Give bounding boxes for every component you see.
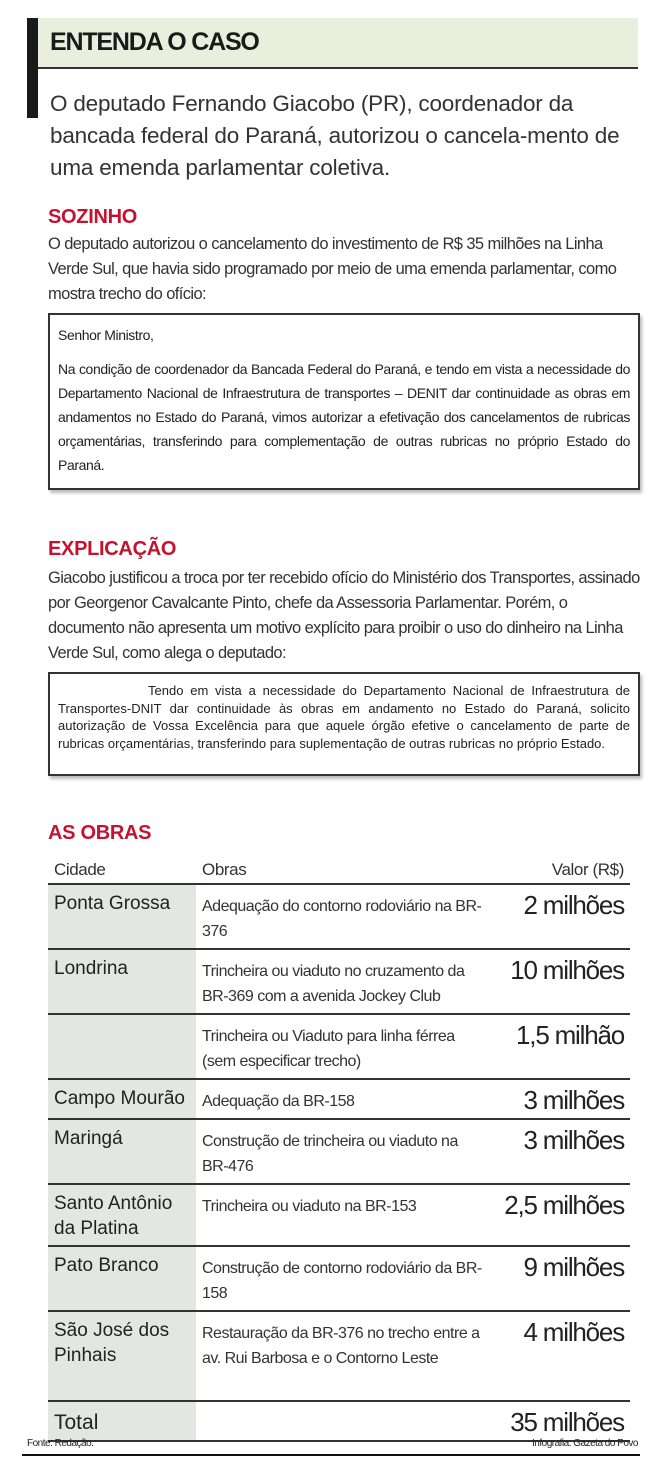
- obra-cell: Adequação do contorno rodoviário na BR-376: [196, 884, 490, 949]
- obras-table: [48, 856, 630, 1442]
- valor-cell: 2,5 milhões: [490, 1184, 630, 1246]
- city-cell: Maringá: [48, 1119, 196, 1184]
- obra-cell: Trincheira ou viaduto na BR-153: [196, 1184, 490, 1246]
- city-cell: Campo Mourão: [48, 1079, 196, 1119]
- obra-cell: Construção de trincheira ou viaduto na BR-476: [196, 1119, 490, 1184]
- valor-cell: 3 milhões: [490, 1119, 630, 1184]
- sozinho-text: O deputado autorizou o cancelamento do investimento de R$ 35 milhões na Linha Verde Sul, que havia sido programado por meio de uma emenda parlamentar, como mostra trecho do ofício:: [48, 235, 617, 303]
- obra-cell: Trincheira ou viaduto no cruzamento da BR-369 com a avenida Jockey Club: [196, 949, 490, 1014]
- valor-cell: 3 milhões: [490, 1079, 630, 1119]
- credit-note: Infografia: Gazeta do Povo: [532, 1438, 638, 1449]
- col-header-cidade: Cidade: [48, 856, 196, 884]
- table-row: [48, 1119, 630, 1184]
- obra-cell: Trincheira ou Viaduto para linha férrea (sem especificar trecho): [196, 1014, 490, 1079]
- doc-text: Tendo em vista a necessidade do Departamento Nacional de Infraestrutura de Transportes-DNIT dar continuidade às obras em andamento no Estado do Paraná, solicito autorização de Vossa Excelência para que aquele órgão efetive o cancelamento de parte de rubricas orçamentárias, transferindo para suplementação de outras rubricas no próprio Estado.: [58, 683, 630, 751]
- obra-cell: Restauração da BR-376 no trecho entre a av. Rui Barbosa e o Contorno Leste: [196, 1311, 490, 1401]
- section-title-sozinho: SOZINHO: [48, 206, 138, 228]
- header-band: [38, 18, 638, 69]
- valor-cell: 1,5 milhão: [490, 1014, 630, 1079]
- accent-bar: [27, 18, 38, 118]
- total-value: 35 milhões: [490, 1401, 630, 1441]
- col-header-valor: Valor (R$): [490, 856, 630, 884]
- document-excerpt-ministerio: [48, 672, 640, 776]
- intro-text: O deputado Fernando Giacobo (PR), coordenador da bancada federal do Paraná, autorizou o cancela-mento de uma emenda parlamentar coletiva.: [50, 91, 620, 180]
- table-row: [48, 1184, 630, 1246]
- doc-salutation: Senhor Ministro,: [58, 327, 154, 343]
- explicacao-text: Giacobo justificou a troca por ter recebido ofício do Ministério dos Transportes, assinado por Georgenor Cavalcante Pinto, chefe da Assessoria Parlamentar. Porém, o documento não apresenta um motivo explícito para proibir o uso do dinheiro na Linha Verde Sul, como alega o deputado:: [48, 569, 640, 662]
- obra-cell: Adequação da BR-158: [196, 1079, 490, 1119]
- valor-cell: 10 milhões: [490, 949, 630, 1014]
- table-row: [48, 1311, 630, 1401]
- table-row: [48, 884, 630, 949]
- section-title-explicacao: EXPLICAÇÃO: [48, 538, 177, 560]
- total-row: [48, 1401, 630, 1441]
- table-row: [48, 949, 630, 1014]
- total-label: Total: [48, 1401, 196, 1441]
- valor-cell: 9 milhões: [490, 1246, 630, 1311]
- table-row: [48, 1014, 630, 1079]
- col-header-obras: Obras: [196, 856, 490, 884]
- doc-text: Na condição de coordenador da Bancada Federal do Paraná, e tendo em vista a necessidade do Departamento Nacional de Infraestrutura de transportes – DENIT dar continuidade as obras em andamentos no Estado do Paraná, vimos autorizar a efetivação dos cancelamentos de rubricas orçamentárias, transferindo para complementação de outras rubricas no próprio Estado do Paraná.: [58, 361, 630, 473]
- city-cell: Londrina: [48, 949, 196, 1014]
- table-row: [48, 1079, 630, 1119]
- section-title-obras: AS OBRAS: [48, 822, 152, 844]
- footer-divider: [22, 1454, 640, 1456]
- document-excerpt-oficio: [48, 313, 640, 490]
- valor-cell: 4 milhões: [490, 1311, 630, 1401]
- page-title: ENTENDA O CASO: [50, 28, 259, 56]
- source-note: Fonte: Redação.: [27, 1438, 94, 1449]
- city-cell: [48, 1014, 196, 1079]
- city-cell: Santo Antônio da Platina: [48, 1184, 196, 1246]
- table-row: [48, 1246, 630, 1311]
- city-cell: Pato Branco: [48, 1246, 196, 1311]
- city-cell: Ponta Grossa: [48, 884, 196, 949]
- valor-cell: 2 milhões: [490, 884, 630, 949]
- obra-cell: Construção de contorno rodoviário da BR-158: [196, 1246, 490, 1311]
- city-cell: São José dos Pinhais: [48, 1311, 196, 1401]
